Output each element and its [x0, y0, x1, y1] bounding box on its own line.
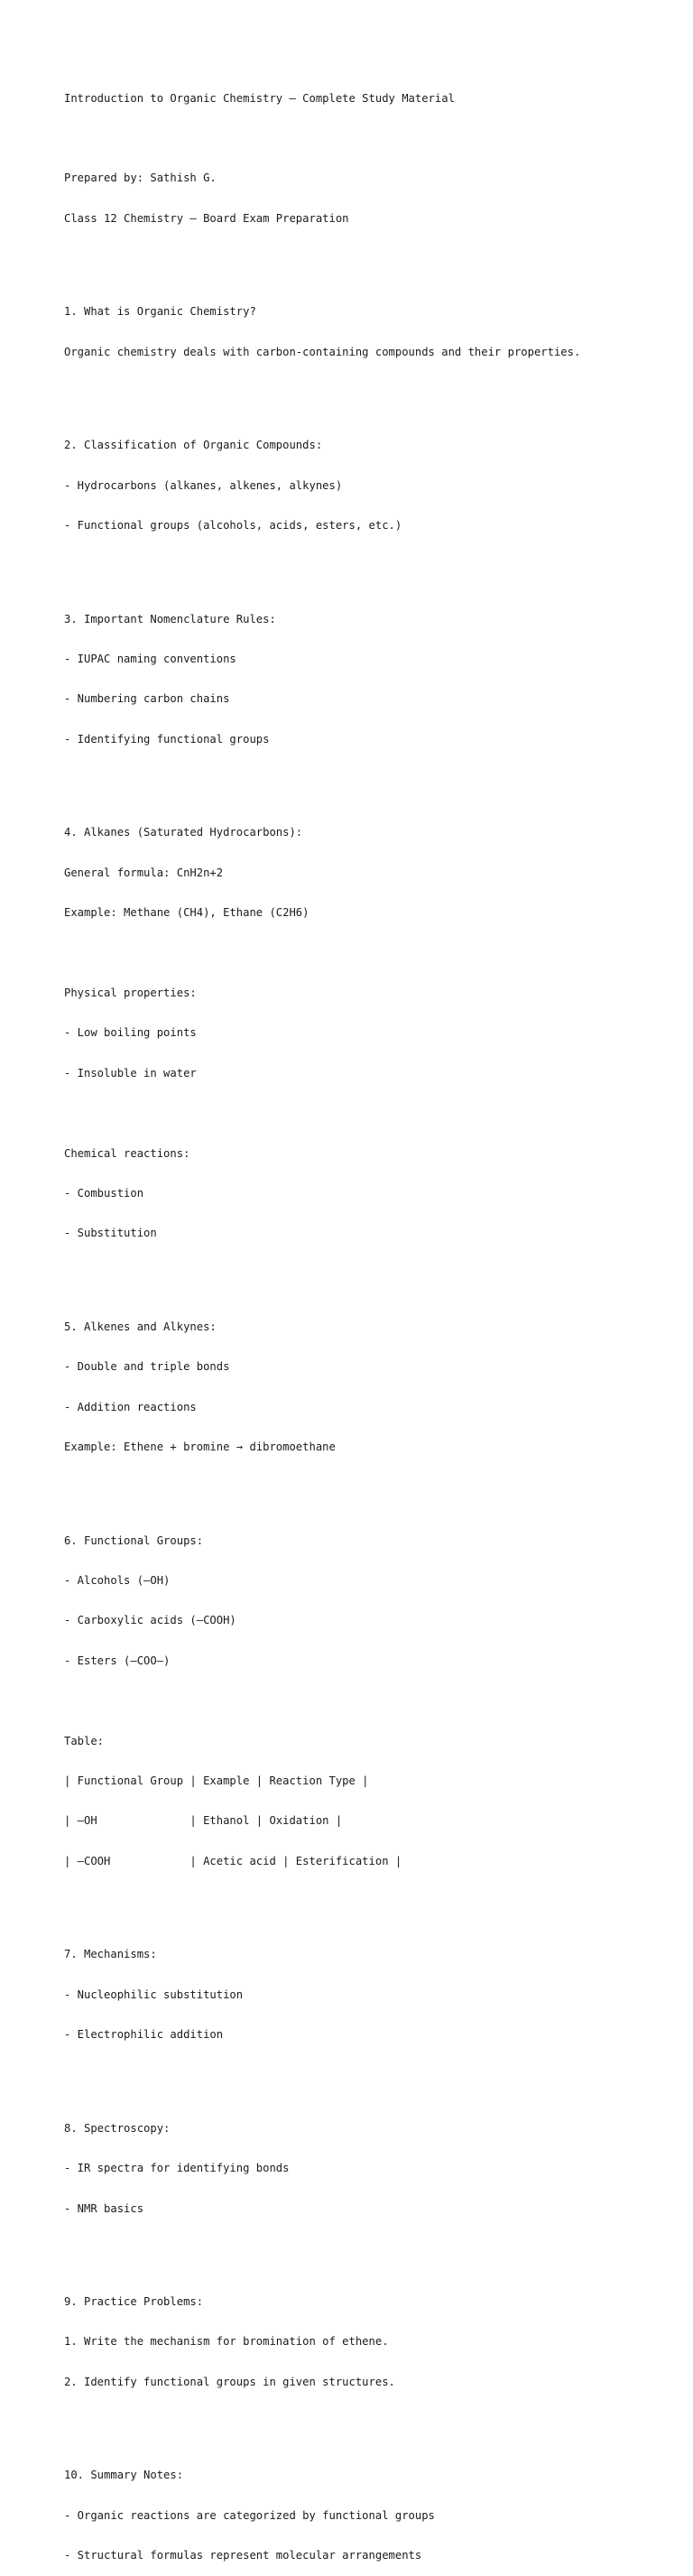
list-item: - IR spectra for identifying bonds — [64, 2162, 290, 2175]
list-item: - Esters (–COO–) — [64, 1654, 171, 1667]
list-item: - Identifying functional groups — [64, 732, 270, 746]
section-heading: 5. Alkenes and Alkynes: — [64, 1320, 217, 1333]
table-heading: Table: — [64, 1734, 105, 1747]
list-item: - Structural formulas represent molecular arrangements — [64, 2549, 422, 2562]
list-item: - IUPAC naming conventions — [64, 653, 236, 666]
subsection-heading: Physical properties: — [64, 986, 197, 999]
list-item: - Substitution — [64, 1227, 157, 1240]
blank-line — [64, 132, 684, 145]
list-item: - Hydrocarbons (alkanes, alkenes, alkynes) — [64, 478, 343, 492]
section-heading: 10. Summary Notes: — [64, 2469, 184, 2482]
document-body — [64, 65, 684, 2576]
list-item: - Low boiling points — [64, 1026, 197, 1040]
list-item: - Functional groups (alcohols, acids, esters, etc.) — [64, 519, 402, 533]
list-item: - Electrophilic addition — [64, 2028, 224, 2042]
section-heading: 8. Spectroscopy: — [64, 2121, 171, 2135]
blank-line — [64, 773, 684, 786]
list-item: 1. Write the mechanism for bromination of ethene. — [64, 2335, 389, 2349]
blank-line — [64, 1480, 684, 1494]
list-item: 2. Identify functional groups in given structures. — [64, 2375, 395, 2388]
blank-line — [64, 2242, 684, 2256]
section-heading: 2. Classification of Organic Compounds: — [64, 439, 323, 452]
blank-line — [64, 2069, 684, 2082]
section-heading: 3. Important Nomenclature Rules: — [64, 612, 276, 625]
blank-line — [64, 252, 684, 265]
list-item: - Double and triple bonds — [64, 1360, 230, 1374]
example-line: Example: Methane (CH4), Ethane (C2H6) — [64, 906, 310, 920]
list-item: - Nucleophilic substitution — [64, 1988, 244, 2001]
section-text: Organic chemistry deals with carbon-containing compounds and their properties. — [64, 345, 581, 358]
blank-line — [64, 559, 684, 572]
blank-line — [64, 385, 684, 399]
list-item: - Alcohols (–OH) — [64, 1574, 171, 1588]
blank-line — [64, 1895, 684, 1908]
table-row: | –OH | Ethanol | Oxidation | — [64, 1814, 343, 1828]
class-line: Class 12 Chemistry – Board Exam Preparation — [64, 211, 349, 225]
blank-line — [64, 1694, 684, 1708]
author-line: Prepared by: Sathish G. — [64, 171, 217, 185]
list-item: - Insoluble in water — [64, 1066, 197, 1080]
list-item: - Organic reactions are categorized by functional groups — [64, 2508, 435, 2522]
formula-line: General formula: CnH2n+2 — [64, 866, 224, 879]
section-heading: 6. Functional Groups: — [64, 1534, 204, 1547]
blank-line — [64, 2415, 684, 2429]
section-heading: 7. Mechanisms: — [64, 1948, 157, 1961]
list-item: - Addition reactions — [64, 1400, 197, 1413]
table-row: | Functional Group | Example | Reaction Type | — [64, 1774, 369, 1787]
list-item: - Combustion — [64, 1186, 144, 1200]
blank-line — [64, 1107, 684, 1120]
example-line: Example: Ethene + bromine → dibromoethane — [64, 1441, 336, 1454]
section-heading: 1. What is Organic Chemistry? — [64, 305, 256, 319]
list-item: - NMR basics — [64, 2201, 144, 2215]
subsection-heading: Chemical reactions: — [64, 1146, 190, 1160]
section-heading: 4. Alkanes (Saturated Hydrocarbons): — [64, 826, 303, 839]
document-title: Introduction to Organic Chemistry – Complete Study Material — [64, 91, 455, 105]
list-item: - Numbering carbon chains — [64, 692, 230, 706]
blank-line — [64, 1267, 684, 1281]
blank-line — [64, 947, 684, 960]
list-item: - Carboxylic acids (–COOH) — [64, 1614, 236, 1627]
section-heading: 9. Practice Problems: — [64, 2295, 204, 2309]
table-row: | –COOH | Acetic acid | Esterification | — [64, 1854, 402, 1867]
